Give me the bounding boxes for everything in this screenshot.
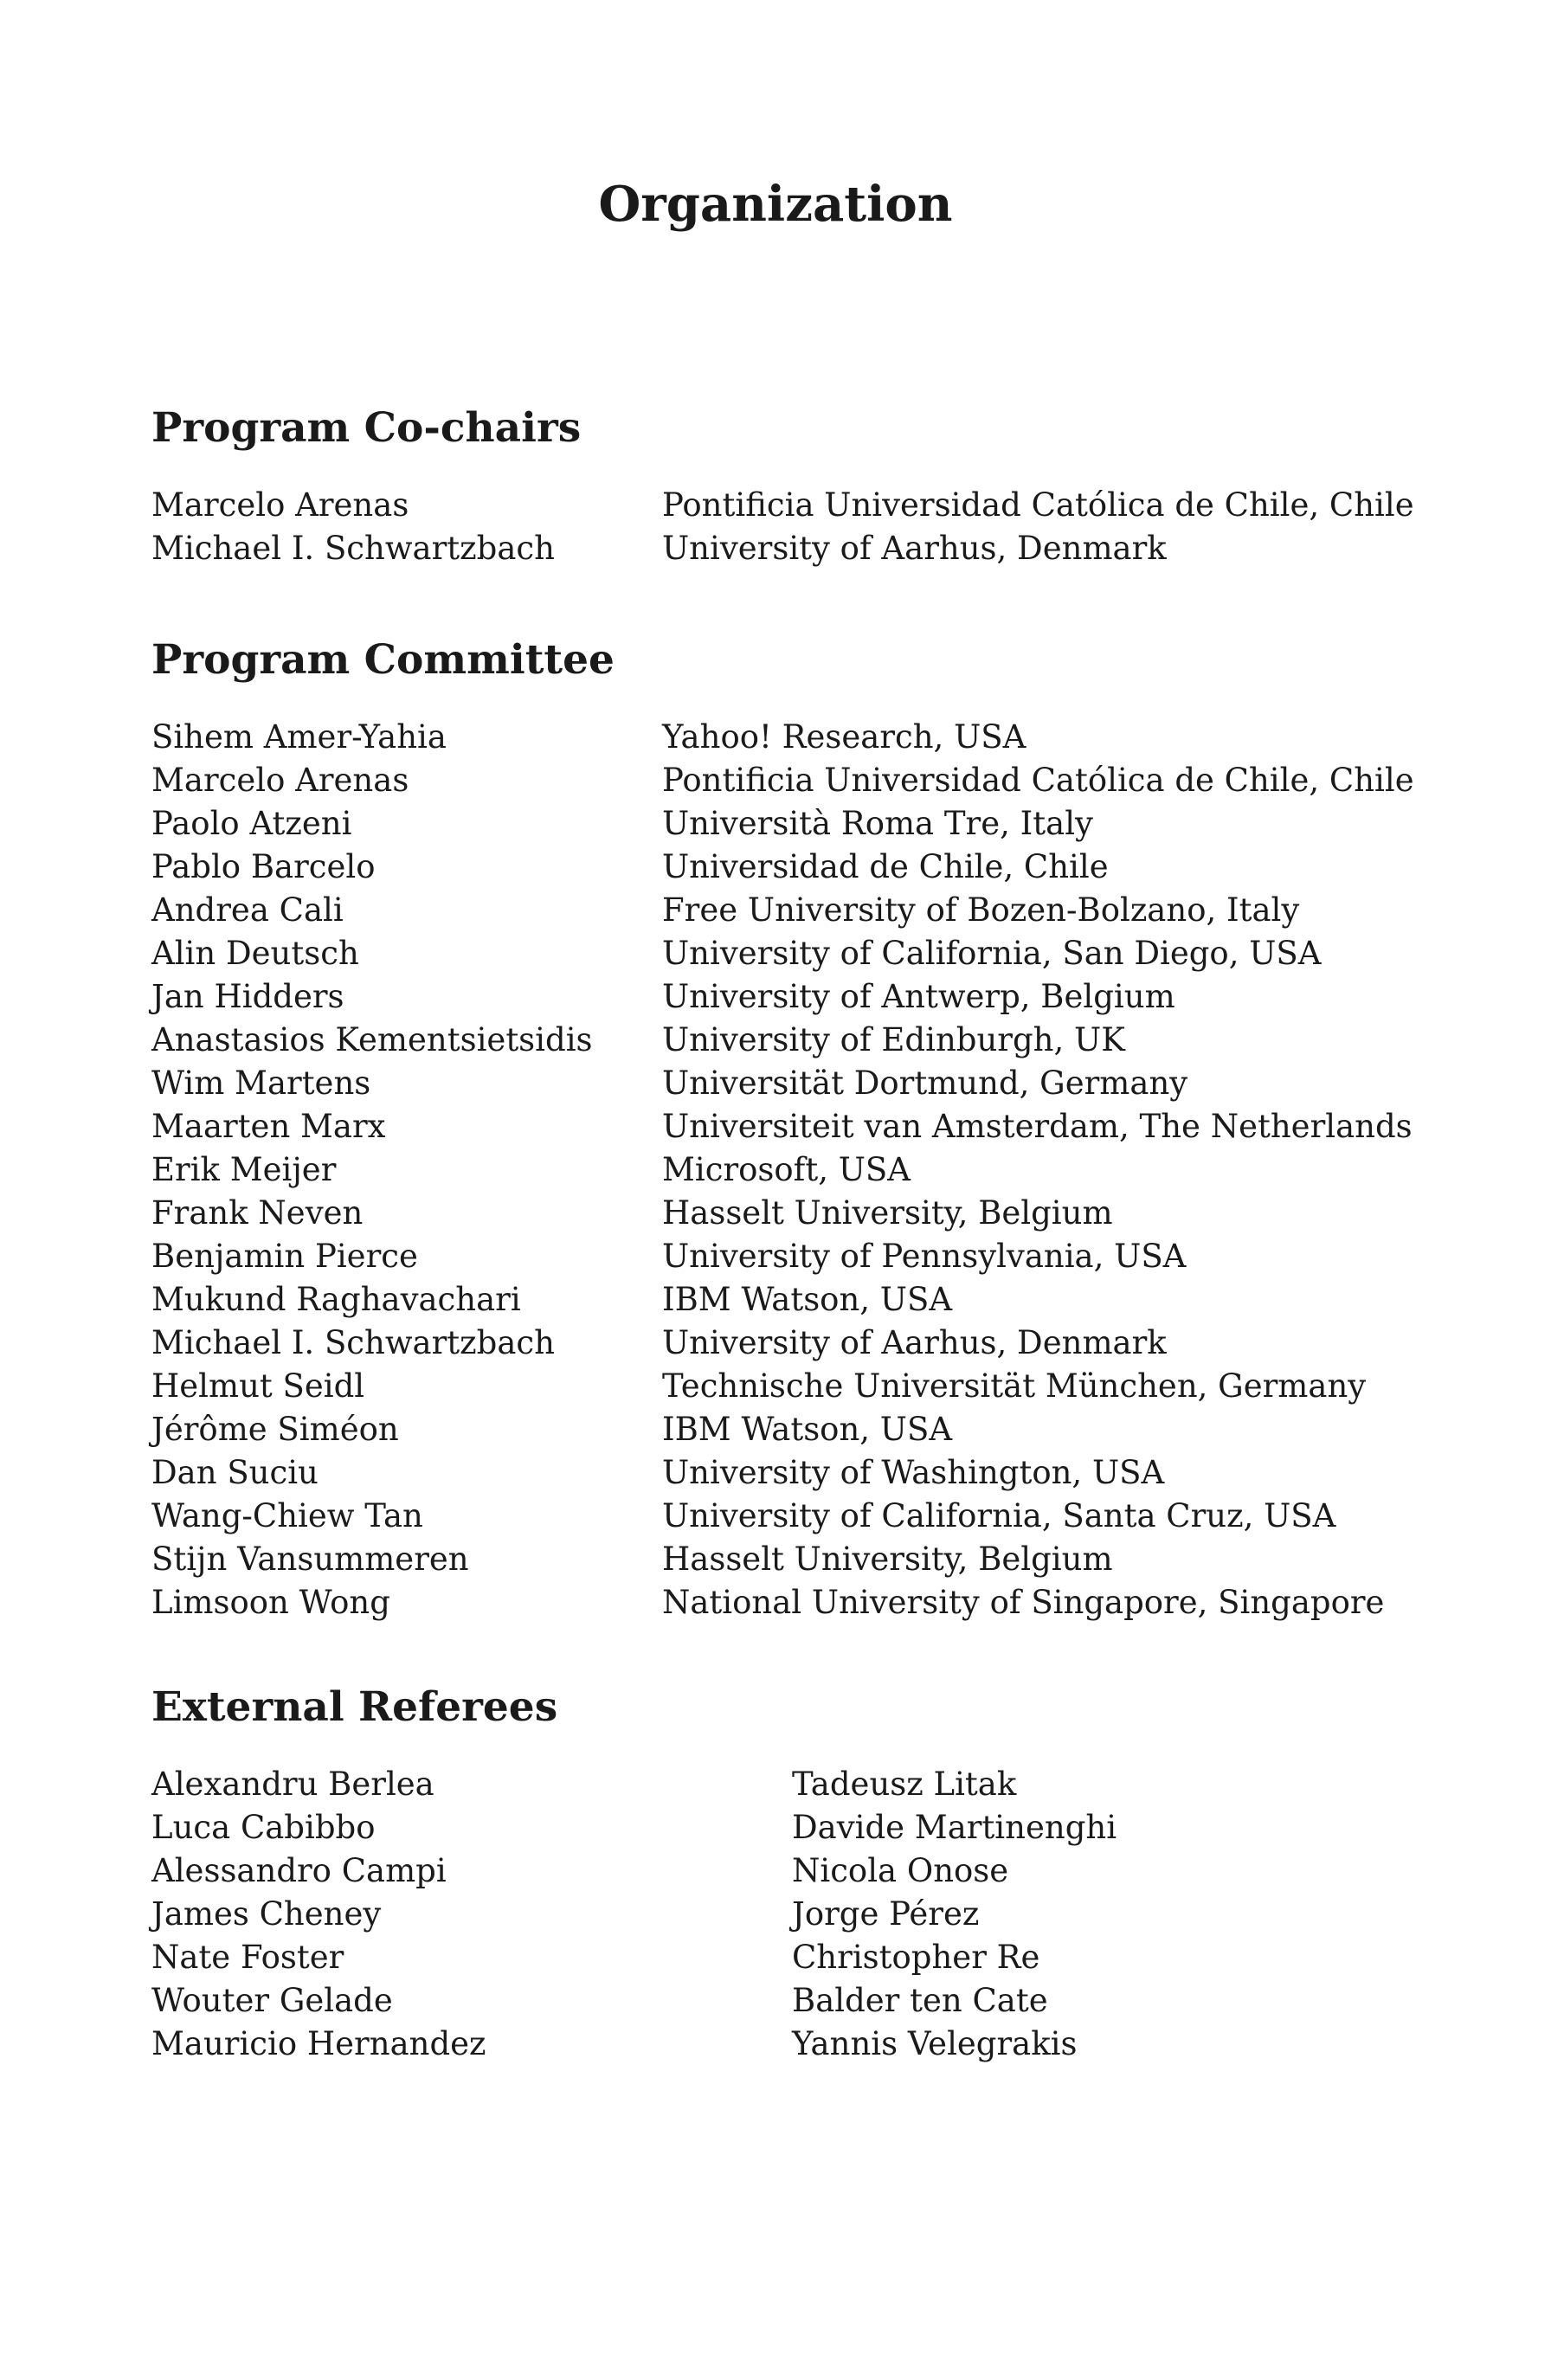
member-name: Helmut Seidl xyxy=(151,1367,365,1405)
section-heading: Program Co-chairs xyxy=(151,404,582,452)
referees-left-column xyxy=(151,1763,792,2066)
member-name: Stijn Vansummeren xyxy=(151,1541,469,1578)
external-referees-section xyxy=(151,1682,1450,2066)
member-name: Paolo Atzeni xyxy=(151,805,352,842)
member-name: Pablo Barcelo xyxy=(151,848,376,885)
committee-list xyxy=(151,716,1450,1624)
member-affiliation: Universität Dortmund, Germany xyxy=(662,1065,1188,1102)
member-affiliation: University of Edinburgh, UK xyxy=(662,1021,1125,1058)
referees-right-column xyxy=(792,1763,1432,2066)
member-name: Marcelo Arenas xyxy=(151,486,409,524)
referee-name: Alexandru Berlea xyxy=(151,1766,434,1803)
member-affiliation: Pontificia Universidad Católica de Chile, Chile xyxy=(662,486,1414,524)
member-affiliation: University of Washington, USA xyxy=(662,1454,1165,1491)
referees-list xyxy=(151,1763,1450,2066)
member-name: Maarten Marx xyxy=(151,1108,386,1145)
member-name: Michael I. Schwartzbach xyxy=(151,530,555,567)
member-name: Andrea Cali xyxy=(151,891,344,929)
member-affiliation: Universidad de Chile, Chile xyxy=(662,848,1109,885)
committee-row xyxy=(151,846,1450,889)
member-affiliation: Hasselt University, Belgium xyxy=(662,1541,1113,1578)
member-affiliation: Hasselt University, Belgium xyxy=(662,1194,1113,1232)
member-affiliation: University of California, Santa Cruz, USA xyxy=(662,1497,1336,1534)
member-name: Erik Meijer xyxy=(151,1151,337,1188)
member-affiliation: Free University of Bozen-Bolzano, Italy xyxy=(662,891,1300,929)
referee-name: Luca Cabibbo xyxy=(151,1809,376,1846)
member-name: Dan Suciu xyxy=(151,1454,319,1491)
referee-name: Nicola Onose xyxy=(792,1852,1009,1889)
page-title: Organization xyxy=(598,176,953,233)
referee-name: Jorge Pérez xyxy=(792,1895,980,1933)
member-affiliation: Technische Universität München, Germany xyxy=(662,1367,1367,1405)
member-affiliation: University of Pennsylvania, USA xyxy=(662,1238,1187,1275)
section-heading: External Referees xyxy=(151,1683,558,1731)
member-name: Marcelo Arenas xyxy=(151,762,409,799)
referee-name: Balder ten Cate xyxy=(792,1982,1048,2019)
program-committee-section xyxy=(151,634,1450,1624)
referee-name: Tadeusz Litak xyxy=(792,1766,1017,1803)
referee-name: Alessandro Campi xyxy=(151,1852,447,1889)
referee-name: Wouter Gelade xyxy=(151,1982,393,2019)
committee-row xyxy=(151,1105,1450,1148)
member-name: Limsoon Wong xyxy=(151,1584,390,1621)
committee-row xyxy=(151,759,1450,802)
member-affiliation: Pontificia Universidad Católica de Chile, Chile xyxy=(662,762,1414,799)
referee-name: James Cheney xyxy=(151,1895,382,1933)
committee-row xyxy=(151,1495,1450,1538)
member-affiliation: University of Aarhus, Denmark xyxy=(662,530,1167,567)
member-name: Wang-Chiew Tan xyxy=(151,1497,423,1534)
member-affiliation: Microsoft, USA xyxy=(662,1151,911,1188)
committee-row xyxy=(151,1581,1450,1624)
committee-row xyxy=(151,1322,1450,1365)
committee-row xyxy=(151,716,1450,759)
committee-row xyxy=(151,1235,1450,1278)
cochairs-list xyxy=(151,484,1450,570)
member-affiliation: University of Antwerp, Belgium xyxy=(662,978,1175,1015)
member-name: Benjamin Pierce xyxy=(151,1238,418,1275)
committee-row xyxy=(151,975,1450,1019)
member-affiliation: Universiteit van Amsterdam, The Netherlands xyxy=(662,1108,1413,1145)
member-affiliation: Università Roma Tre, Italy xyxy=(662,805,1093,842)
committee-row xyxy=(151,889,1450,932)
committee-row xyxy=(151,932,1450,975)
member-name: Alin Deutsch xyxy=(151,935,359,972)
referee-name: Nate Foster xyxy=(151,1939,344,1976)
member-affiliation: University of California, San Diego, USA xyxy=(662,935,1322,972)
referee-name: Mauricio Hernandez xyxy=(151,2025,486,2062)
cochair-row xyxy=(151,527,1450,570)
referee-name: Davide Martinenghi xyxy=(792,1809,1117,1846)
member-name: Mukund Raghavachari xyxy=(151,1281,521,1318)
member-affiliation: IBM Watson, USA xyxy=(662,1281,953,1318)
member-name: Sihem Amer-Yahia xyxy=(151,718,447,756)
referee-name: Christopher Re xyxy=(792,1939,1040,1976)
member-name: Jan Hidders xyxy=(151,978,344,1015)
committee-row xyxy=(151,1148,1450,1192)
committee-row xyxy=(151,1538,1450,1581)
member-affiliation: University of Aarhus, Denmark xyxy=(662,1324,1167,1361)
member-name: Michael I. Schwartzbach xyxy=(151,1324,555,1361)
committee-row xyxy=(151,1019,1450,1062)
program-cochairs-section xyxy=(151,402,1450,570)
member-name: Anastasios Kementsietsidis xyxy=(151,1021,593,1058)
committee-row xyxy=(151,1365,1450,1408)
referee-name: Yannis Velegrakis xyxy=(792,2025,1078,2062)
member-name: Wim Martens xyxy=(151,1065,371,1102)
committee-row xyxy=(151,802,1450,846)
committee-row xyxy=(151,1408,1450,1451)
section-heading: Program Committee xyxy=(151,636,615,684)
cochair-row xyxy=(151,484,1450,527)
member-affiliation: Yahoo! Research, USA xyxy=(662,718,1026,756)
member-name: Frank Neven xyxy=(151,1194,364,1232)
committee-row xyxy=(151,1278,1450,1322)
committee-row xyxy=(151,1192,1450,1235)
member-affiliation: IBM Watson, USA xyxy=(662,1411,953,1448)
member-name: Jérôme Siméon xyxy=(151,1411,399,1448)
committee-row xyxy=(151,1451,1450,1495)
committee-row xyxy=(151,1062,1450,1105)
member-affiliation: National University of Singapore, Singapore xyxy=(662,1584,1385,1621)
